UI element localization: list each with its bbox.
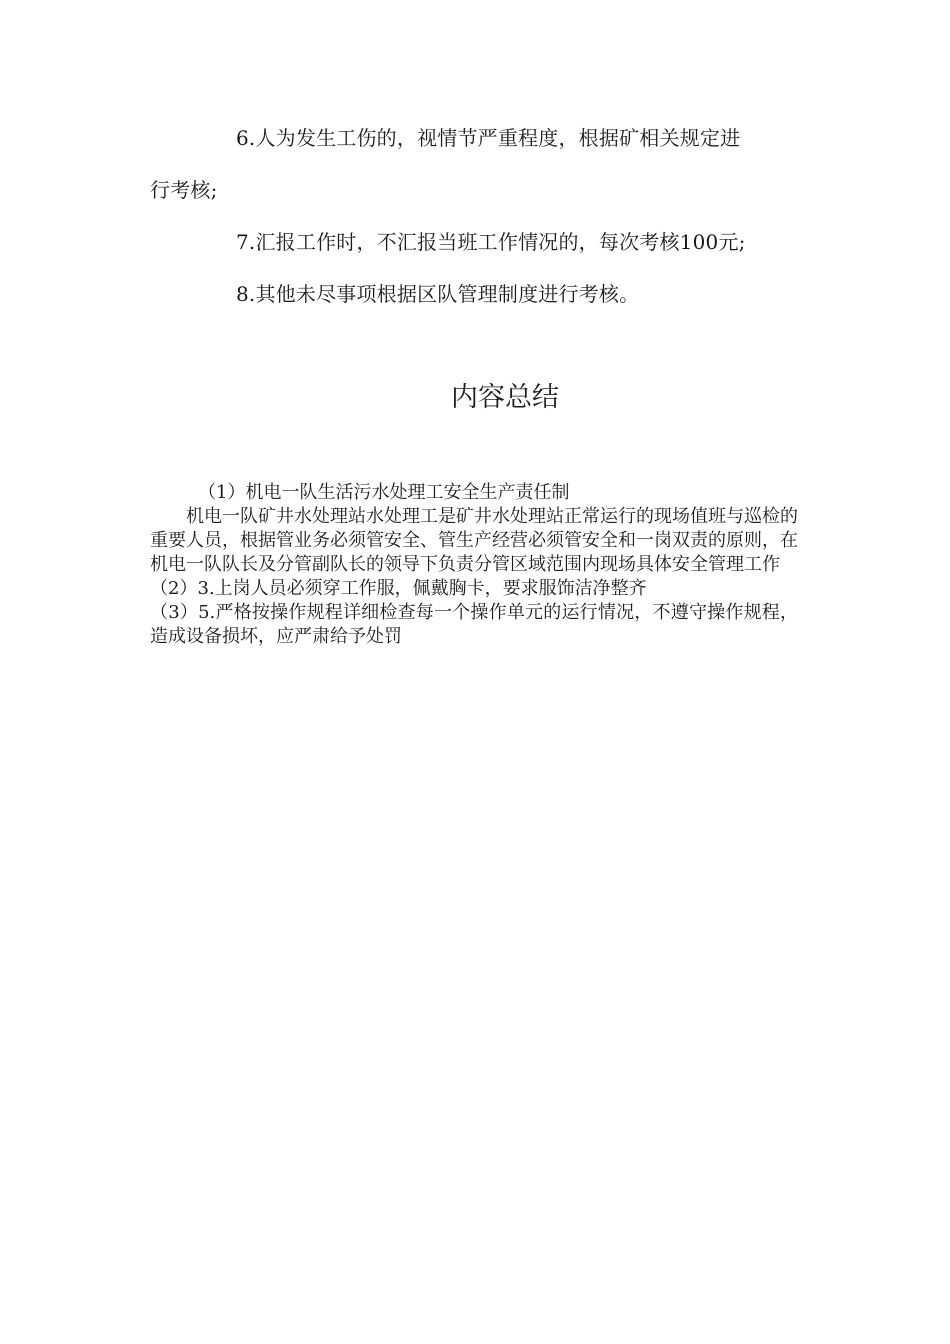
summary-item-3: （3）5.严格按操作规程详细检查每一个操作单元的运行情况，不遵守操作规程，造成设备损坏，应严肃给予处罚 [150,602,798,647]
rule-item-6-line-2: 行考核; [150,178,218,202]
summary-paragraph: 机电一队矿井水处理站水处理工是矿井水处理站正常运行的现场值班与巡检的重要人员，根据管业务必须管安全、管生产经营必须管安全和一岗双责的原则，在机电一队队长及分管副队长的领导下负责分管区域范围内现场具体安全管理工作 [150,506,798,575]
summary-item-2: （2）3.上岗人员必须穿工作服，佩戴胸卡，要求服饰洁净整齐 [150,578,647,599]
summary-heading-1: （1）机电一队生活污水处理工安全生产责任制 [198,482,570,503]
summary-body [150,481,798,649]
summary-title: 内容总结 [451,382,559,413]
rule-item-7: 7.汇报工作时，不汇报当班工作情况的，每次考核100元; [236,230,746,254]
rule-item-8: 8.其他未尽事项根据区队管理制度进行考核。 [236,282,640,306]
rule-item-6-line-1: 6.人为发生工伤的，视情节严重程度，根据矿相关规定进 [236,126,741,150]
